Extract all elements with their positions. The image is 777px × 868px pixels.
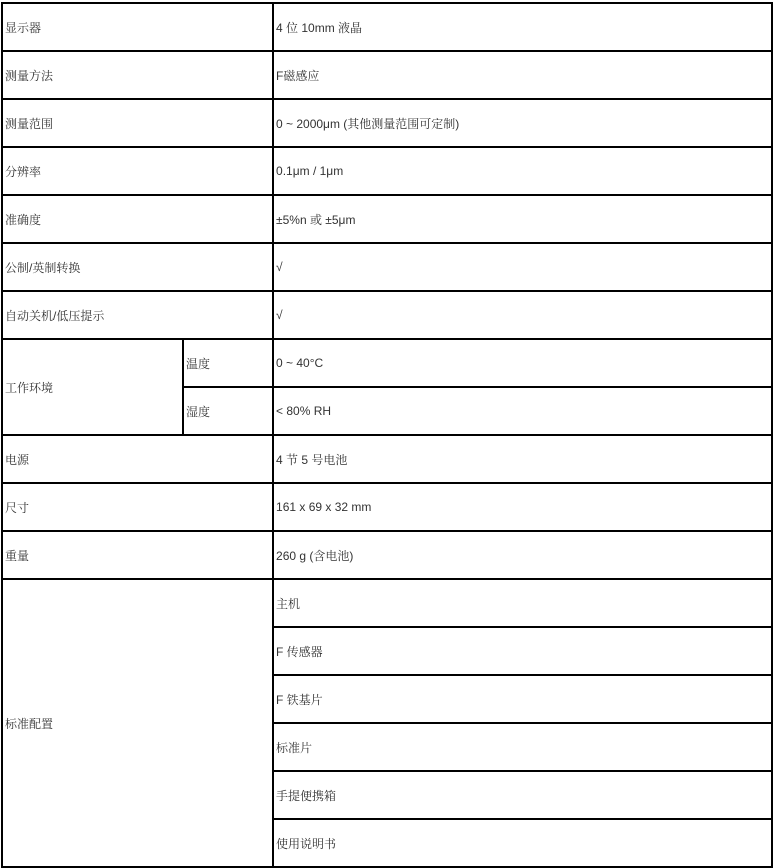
row-value-accuracy: ±5%n 或 ±5μm: [273, 195, 772, 243]
env-sub-value-humidity: < 80% RH: [273, 387, 772, 435]
row-value-display: 4 位 10mm 液晶: [273, 3, 772, 51]
row-value-measure-range: 0 ~ 2000μm (其他测量范围可定制): [273, 99, 772, 147]
table-row: [2, 531, 772, 579]
row-label-unit-conversion: 公制/英制转换: [2, 243, 273, 291]
table-row: [2, 147, 772, 195]
table-row: [2, 195, 772, 243]
row-label-auto-off: 自动关机/低压提示: [2, 291, 273, 339]
row-value-resolution: 0.1μm / 1μm: [273, 147, 772, 195]
config-item-f-probe: F 传感器: [273, 627, 772, 675]
row-value-dimensions: 161 x 69 x 32 mm: [273, 483, 772, 531]
row-label-resolution: 分辨率: [2, 147, 273, 195]
env-sub-label-humidity: 湿度: [183, 387, 273, 435]
table-row: [2, 3, 772, 51]
row-label-dimensions: 尺寸: [2, 483, 273, 531]
row-label-power: 电源: [2, 435, 273, 483]
env-group-label: 工作环境: [2, 339, 183, 435]
table-row: [2, 579, 772, 627]
row-label-display: 显示器: [2, 3, 273, 51]
table-row: [2, 435, 772, 483]
spec-table: [1, 2, 773, 868]
env-sub-value-temperature: 0 ~ 40°C: [273, 339, 772, 387]
row-value-measure-method: F磁感应: [273, 51, 772, 99]
row-value-unit-conversion: √: [273, 243, 772, 291]
config-item-carry-case: 手提便携箱: [273, 771, 772, 819]
row-label-measure-range: 测量范围: [2, 99, 273, 147]
row-value-auto-off: √: [273, 291, 772, 339]
config-item-f-base: F 铁基片: [273, 675, 772, 723]
table-row: [2, 99, 772, 147]
table-row: [2, 291, 772, 339]
table-row: [2, 483, 772, 531]
row-value-weight: 260 g (含电池): [273, 531, 772, 579]
table-row: [2, 243, 772, 291]
row-label-weight: 重量: [2, 531, 273, 579]
table-row: [2, 51, 772, 99]
config-group-label: 标准配置: [2, 579, 273, 867]
config-item-main-unit: 主机: [273, 579, 772, 627]
config-item-manual: 使用说明书: [273, 819, 772, 867]
config-item-standard-foil: 标准片: [273, 723, 772, 771]
row-label-accuracy: 准确度: [2, 195, 273, 243]
table-row: [2, 339, 772, 387]
row-label-measure-method: 测量方法: [2, 51, 273, 99]
env-sub-label-temperature: 温度: [183, 339, 273, 387]
row-value-power: 4 节 5 号电池: [273, 435, 772, 483]
